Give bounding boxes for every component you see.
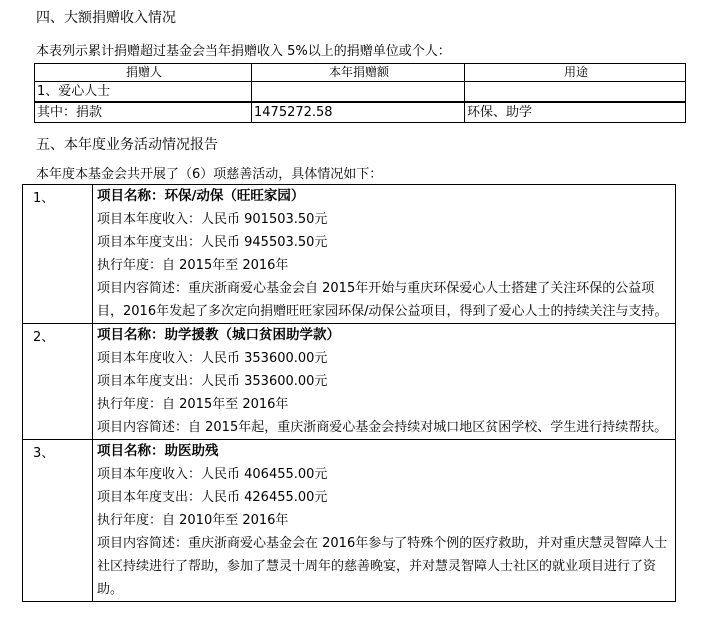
project-income: 项目本年度收入：人民币 901503.50元 (97, 212, 328, 227)
projects-table (22, 184, 676, 602)
amount-cell (252, 82, 465, 103)
project-years: 执行年度：自 2015年至 2016年 (97, 397, 289, 412)
table-row (35, 102, 686, 123)
donation-table-header (35, 64, 686, 82)
project-years: 执行年度：自 2010年至 2016年 (97, 513, 289, 528)
section-5-intro: 本年度本基金会共开展了（6）项慈善活动，具体情况如下： (36, 167, 383, 182)
project-number: 1、 (23, 185, 93, 324)
project-details (93, 440, 676, 602)
donation-table (34, 63, 686, 123)
donor-cell: 其中：捐款 (35, 102, 252, 123)
section-4-heading: 四、大额捐赠收入情况 (36, 10, 176, 26)
project-income: 项目本年度收入：人民币 406455.00元 (97, 467, 328, 482)
project-details (93, 324, 676, 440)
column-header-amount: 本年捐赠额 (252, 64, 465, 82)
project-title: 项目名称：助学援教（城口贫困助学款） (97, 327, 340, 343)
project-row (23, 185, 676, 324)
purpose-cell (465, 82, 686, 103)
table-row (35, 82, 686, 103)
column-header-purpose: 用途 (465, 64, 686, 82)
donor-cell: 1、爱心人士 (35, 82, 252, 103)
project-number: 2、 (23, 324, 93, 440)
project-title: 项目名称：助医助残 (97, 443, 219, 459)
project-years: 执行年度：自 2015年至 2016年 (97, 258, 289, 273)
project-expense: 项目本年度支出：人民币 945503.50元 (97, 235, 328, 250)
project-description: 项目内容简述：重庆浙商爱心基金会自 2015年开始与重庆环保爱心人士搭建了关注环保的公益项目，2016年发起了多次定向捐赠旺旺家园环保/动保公益项目，得到了爱心人士的持续关注与支持。 (97, 281, 668, 319)
project-expense: 项目本年度支出：人民币 353600.00元 (97, 374, 328, 389)
project-income: 项目本年度收入：人民币 353600.00元 (97, 351, 328, 366)
column-header-donor: 捐赠人 (35, 64, 252, 82)
project-expense: 项目本年度支出：人民币 426455.00元 (97, 490, 328, 505)
amount-cell: 1475272.58 (252, 102, 465, 123)
project-description: 项目内容简述：重庆浙商爱心基金会在 2016年参与了特殊个例的医疗救助，并对重庆慧灵智障人士社区持续进行了帮助，参加了慧灵十周年的慈善晚宴，并对慧灵智障人士社区的就业项目进行了资助。 (97, 536, 668, 597)
project-title: 项目名称：环保/动保（旺旺家园） (97, 188, 305, 204)
section-5-heading: 五、本年度业务活动情况报告 (36, 137, 218, 153)
section-4-intro: 本表列示累计捐赠超过基金会当年捐赠收入 5%以上的捐赠单位或个人： (36, 44, 451, 59)
project-details (93, 185, 676, 324)
project-row (23, 440, 676, 602)
project-description: 项目内容简述：自 2015年起，重庆浙商爱心基金会持续对城口地区贫困学校、学生进行持续帮扶。 (97, 420, 668, 435)
project-number: 3、 (23, 440, 93, 602)
purpose-cell: 环保、助学 (465, 102, 686, 123)
project-row (23, 324, 676, 440)
